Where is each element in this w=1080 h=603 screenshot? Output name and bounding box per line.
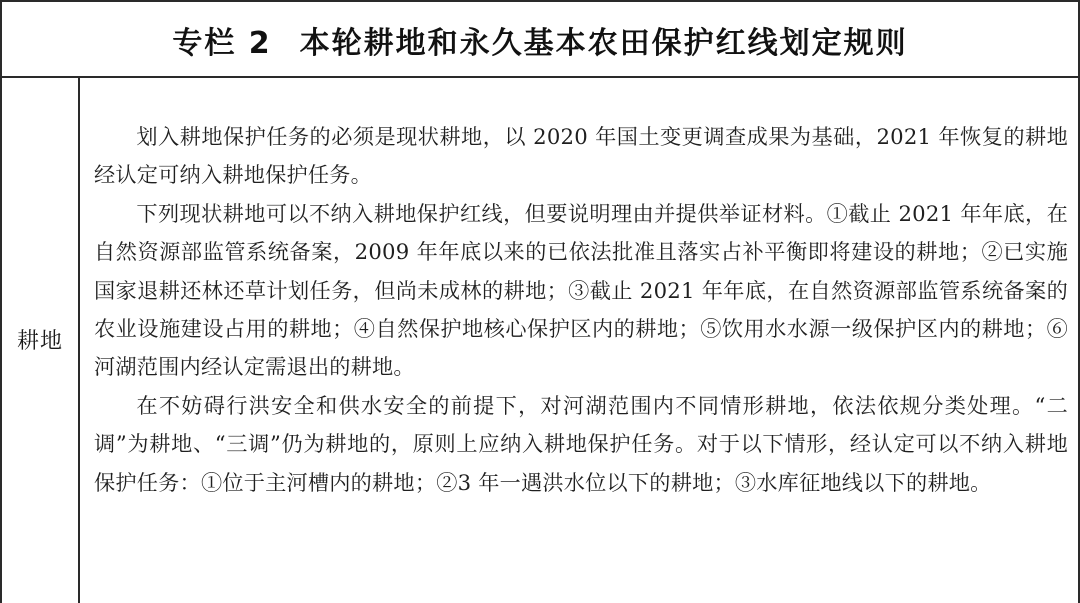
row-label: 耕地 <box>16 329 63 354</box>
paragraph-1: 划入耕地保护任务的必须是现状耕地，以 2020 年国土变更调查成果为基础，2021 年恢复的耕地经认定可纳入耕地保护任务。 <box>94 124 1068 188</box>
paragraph-3: 在不妨碍行洪安全和供水安全的前提下，对河湖范围内不同情形耕地，依法依规分类处理。“二调”为耕地、“三调”仍为耕地的，原则上应纳入耕地保护任务。对于以下情形，经认定可以不纳入耕地保护任务：①位于主河槽内的耕地；②3 年一遇洪水位以下的耕地；③水库征地线以下的耕地。 <box>94 392 1068 495</box>
row-content <box>94 118 1068 502</box>
sidebar-title-text: 本轮耕地和永久基本农田保护红线划定规则 <box>299 26 908 61</box>
sidebar-title <box>172 18 907 62</box>
paragraph-2: 下列现状耕地可以不纳入耕地保护红线，但要说明理由并提供举证材料。①截止 2021 年年底，在自然资源部监管系统备案，2009 年年底以来的已依法批准且落实占补平衡即将建设的耕地；②已实施国家退耕还林还草计划任务，但尚未成林的耕地；③截止 2021 年年底，在自然资源部监管系统备案的农业设施建设占用的耕地；④自然保护地核心保护区内的耕地；⑤饮用水水源一级保护区内的耕地；⑥河湖范围内经认定需退出的耕地。 <box>94 200 1068 380</box>
sidebar-number-label: 专栏 2 <box>172 26 272 61</box>
sidebar-header <box>2 2 1078 78</box>
